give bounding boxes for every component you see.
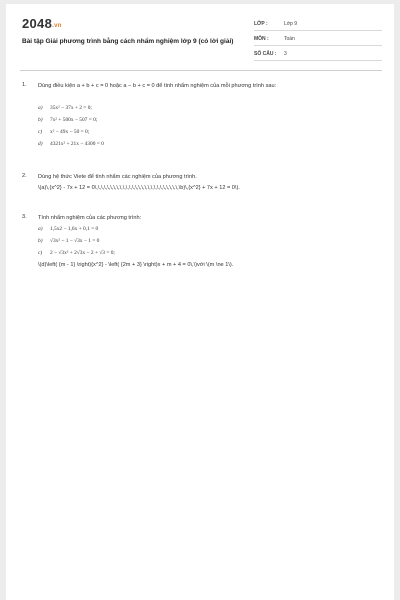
site-logo[interactable] [22,16,62,31]
document-page [6,4,394,600]
item-expression: √3x² − 1 − √3x − 1 = 0 [50,238,100,244]
meta-class [254,18,382,31]
item-label: a) [38,226,43,232]
question-item [38,117,97,123]
question-text: Tính nhẩm nghiệm của các phương trình: [38,215,142,221]
meta-count-value: 3 [284,51,287,57]
meta-count-key: SỐ CÂU : [254,51,277,57]
item-expression: 1,5x2 − 1,6x + 0,1 = 0 [50,226,99,232]
question-text: Dùng hệ thức Viete để tính nhẩm các nghiệm của phương trình. [38,174,197,180]
question-number: 1. [22,82,27,88]
logo-brand: 2048 [22,16,53,31]
meta-class-value: Lớp 9 [284,21,298,27]
meta-class-key: LỚP : [254,21,268,27]
logo-suffix: .vn [52,23,62,29]
question-item [38,129,89,135]
item-label: b) [38,238,43,244]
meta-subject [254,33,382,46]
meta-count [254,48,382,61]
question-item [38,238,99,244]
question-item [38,141,104,147]
item-label: c) [38,250,43,256]
item-expression: 4321x² + 21x − 4300 = 0 [50,141,104,147]
question-item [38,226,98,232]
header-divider [20,70,382,71]
item-label: a) [38,105,43,111]
item-expression: 7x² + 500x − 507 = 0; [50,117,98,123]
item-expression: 35x² − 37x + 2 = 0; [50,105,92,111]
item-label: d) [38,141,43,147]
question-text: Dùng điều kiện a + b + c = 0 hoặc a − b + c = 0 để tính nhẩm nghiệm của mỗi phương trình sau: [38,83,277,89]
meta-subject-key: MÔN : [254,36,269,42]
question-2-raw-formula: \(a)\,{x^2} - 7x + 12 = 0\,\,\,\,\,\,\,\,\,\,\,\,\,\,\,\,\,\,\,\,\,\,\,\,\,\,\,\b)\,{x^2} + 7x + 12 = 0\). [38,185,240,191]
question-number: 3. [22,214,27,220]
document-title: Bài tập Giải phương trình bằng cách nhẩm nghiệm lớp 9 (có lời giải) [22,38,234,45]
item-expression: 2 − √3x² + 2√3x − 2 + √3 = 0; [50,250,115,256]
meta-subject-value: Toán [284,36,295,42]
item-label: c) [38,129,43,135]
question-3-raw-formula: \(d)\left( {m - 1} \right){x^2} - \left( {2m + 3} \right)x + m + 4 = 0\,\)với \(m \ne 1\). [38,262,234,268]
question-number: 2. [22,173,27,179]
item-expression: x² − 49x − 50 = 0; [50,129,90,135]
question-item [38,250,115,256]
item-label: b) [38,117,43,123]
question-item [38,105,92,111]
